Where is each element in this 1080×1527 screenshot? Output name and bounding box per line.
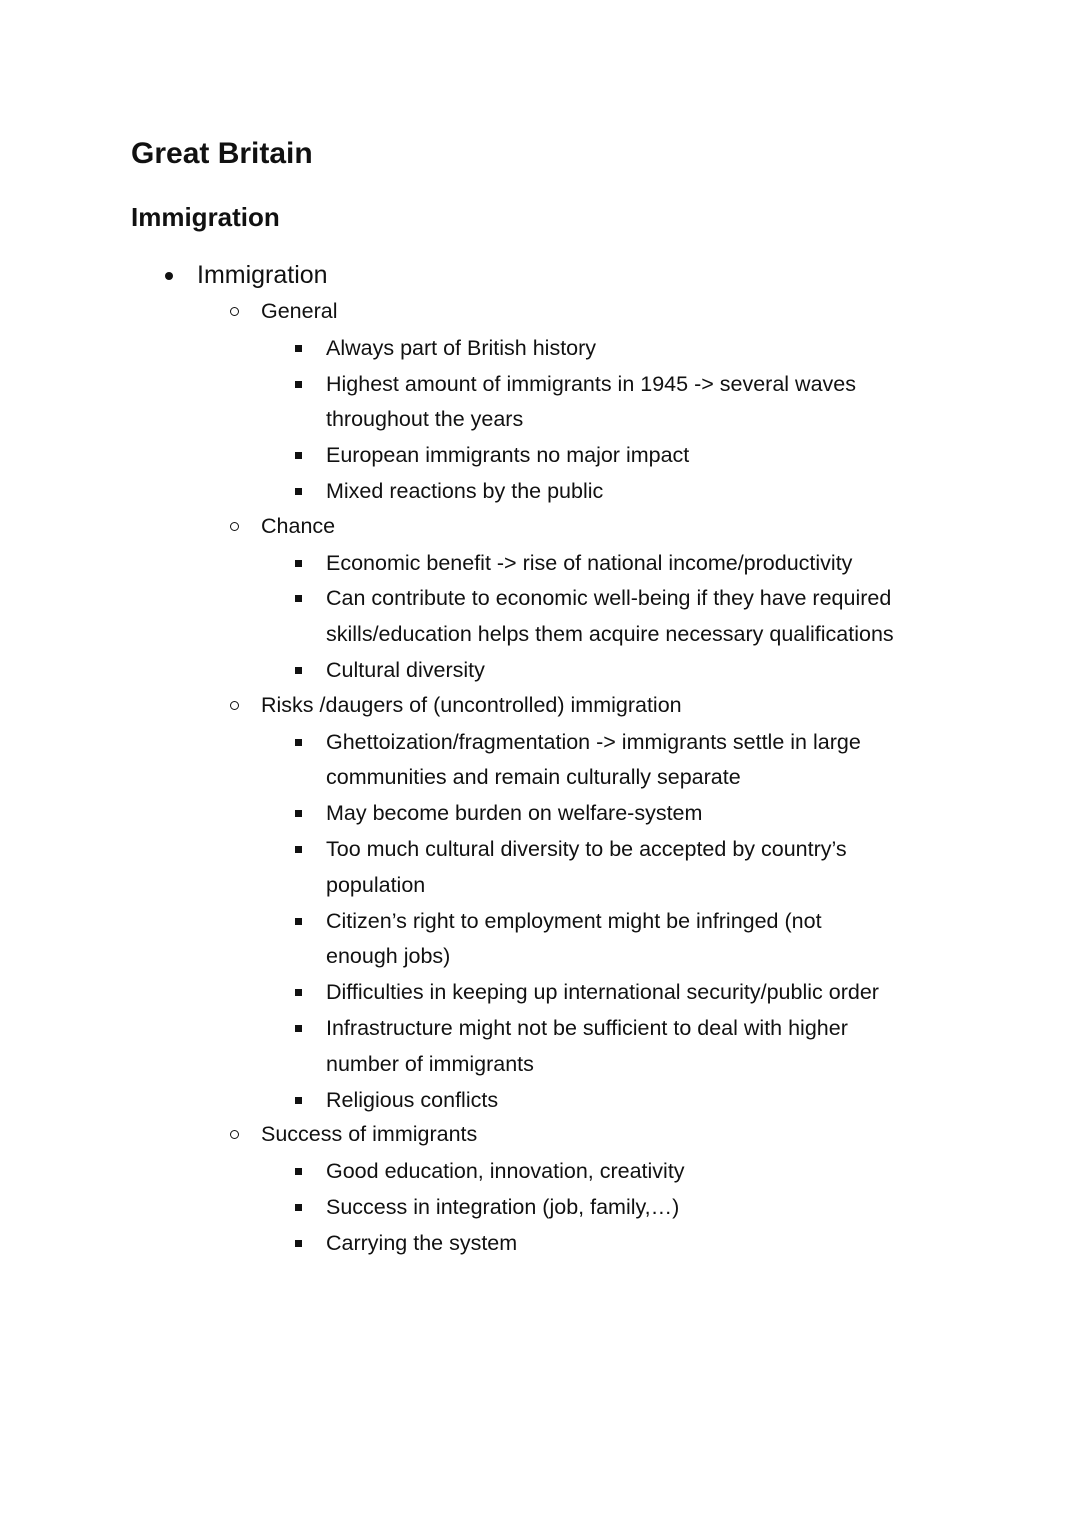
list-item — [0, 975, 1080, 1011]
list-item-line: Highest amount of immigrants in 1945 -> several waves — [326, 371, 856, 396]
list-item-text — [326, 653, 966, 689]
square-bullet-icon — [295, 345, 302, 352]
list-item-text — [326, 832, 966, 904]
list-item-text — [326, 904, 966, 976]
subtopic-label: Chance — [261, 513, 336, 538]
list-item-line: Always part of British history — [326, 335, 597, 360]
filled-circle-bullet-icon — [165, 272, 173, 280]
list-item — [0, 331, 1080, 367]
square-bullet-icon — [295, 918, 302, 925]
list-item-text — [326, 796, 966, 832]
list-item-text — [326, 1011, 966, 1083]
square-bullet-icon — [295, 667, 302, 674]
list-item-line: enough jobs) — [326, 944, 451, 969]
list-item-line: Ghettoization/fragmentation -> immigrants settle in large — [326, 729, 861, 754]
square-bullet-icon — [295, 1097, 302, 1104]
list-item-line: Mixed reactions by the public — [326, 478, 604, 503]
subtopic-label: Success of immigrants — [261, 1122, 478, 1147]
list-item-line: Good education, innovation, creativity — [326, 1159, 685, 1184]
list-item-line: Infrastructure might not be sufficient to deal with higher — [326, 1015, 848, 1040]
subtopic-label: Risks /daugers of (uncontrolled) immigration — [261, 692, 682, 717]
list-item — [0, 1083, 1080, 1119]
hollow-circle-bullet-icon — [230, 1130, 239, 1139]
section-heading: Immigration — [131, 202, 280, 232]
list-item-line: Religious conflicts — [326, 1087, 499, 1112]
list-item-line: Too much cultural diversity to be accepted by country’s — [326, 836, 847, 861]
list-item-line: throughout the years — [326, 407, 524, 432]
topic-label: Immigration — [197, 261, 328, 289]
list-item-text — [326, 331, 966, 367]
square-bullet-icon — [295, 595, 302, 602]
list-item — [0, 653, 1080, 689]
square-bullet-icon — [295, 488, 302, 495]
list-item-line: number of immigrants — [326, 1051, 534, 1076]
list-item-line: Citizen’s right to employment might be infringed (not — [326, 908, 822, 933]
list-item-line: Can contribute to economic well-being if they have required — [326, 586, 892, 611]
list-item-line: Carrying the system — [326, 1230, 518, 1255]
hollow-circle-bullet-icon — [230, 307, 239, 316]
list-item-text — [326, 474, 966, 510]
list-item-text — [326, 1083, 966, 1119]
subtopic-heading — [0, 295, 1080, 331]
list-item-line: Cultural diversity — [326, 657, 485, 682]
list-item — [0, 1154, 1080, 1190]
subtopic-heading — [0, 689, 1080, 725]
list-item — [0, 367, 1080, 439]
list-item — [0, 1226, 1080, 1262]
outline-topic — [0, 259, 1080, 295]
square-bullet-icon — [295, 1025, 302, 1032]
list-item-line: communities and remain culturally separate — [326, 765, 741, 790]
list-item-line: Difficulties in keeping up international security/public order — [326, 980, 879, 1005]
list-item — [0, 474, 1080, 510]
outline-list — [0, 259, 1080, 1262]
square-bullet-icon — [295, 560, 302, 567]
subtopic-heading — [0, 510, 1080, 546]
list-item — [0, 904, 1080, 976]
list-item-text — [326, 546, 966, 582]
square-bullet-icon — [295, 1204, 302, 1211]
subtopic-heading — [0, 1118, 1080, 1154]
list-item-line: European immigrants no major impact — [326, 443, 690, 468]
list-item — [0, 1011, 1080, 1083]
square-bullet-icon — [295, 381, 302, 388]
subtopic-label: General — [261, 299, 338, 323]
subtopic-list — [0, 295, 1080, 1262]
list-item-text — [326, 1226, 966, 1262]
list-item-line: population — [326, 872, 426, 897]
square-bullet-icon — [295, 846, 302, 853]
list-item — [0, 725, 1080, 797]
list-item-text — [326, 1154, 966, 1190]
square-bullet-icon — [295, 810, 302, 817]
list-item — [0, 581, 1080, 653]
list-item-text — [326, 1190, 966, 1226]
list-item-text — [326, 725, 966, 797]
list-item-line: May become burden on welfare-system — [326, 801, 703, 826]
square-bullet-icon — [295, 1168, 302, 1175]
square-bullet-icon — [295, 739, 302, 746]
list-item-text — [326, 438, 966, 474]
list-item-text — [326, 975, 966, 1011]
list-item-line: Economic benefit -> rise of national income/productivity — [326, 550, 853, 575]
square-bullet-icon — [295, 452, 302, 459]
page-title: Great Britain — [131, 137, 313, 170]
list-item — [0, 438, 1080, 474]
list-item — [0, 796, 1080, 832]
list-item — [0, 1190, 1080, 1226]
list-item-text — [326, 581, 966, 653]
list-item-text — [326, 367, 966, 439]
square-bullet-icon — [295, 989, 302, 996]
square-bullet-icon — [295, 1240, 302, 1247]
list-item-line: skills/education helps them acquire necessary qualifications — [326, 622, 894, 647]
list-item-line: Success in integration (job, family,…) — [326, 1194, 680, 1219]
list-item — [0, 546, 1080, 582]
list-item — [0, 832, 1080, 904]
hollow-circle-bullet-icon — [230, 522, 239, 531]
hollow-circle-bullet-icon — [230, 701, 239, 710]
